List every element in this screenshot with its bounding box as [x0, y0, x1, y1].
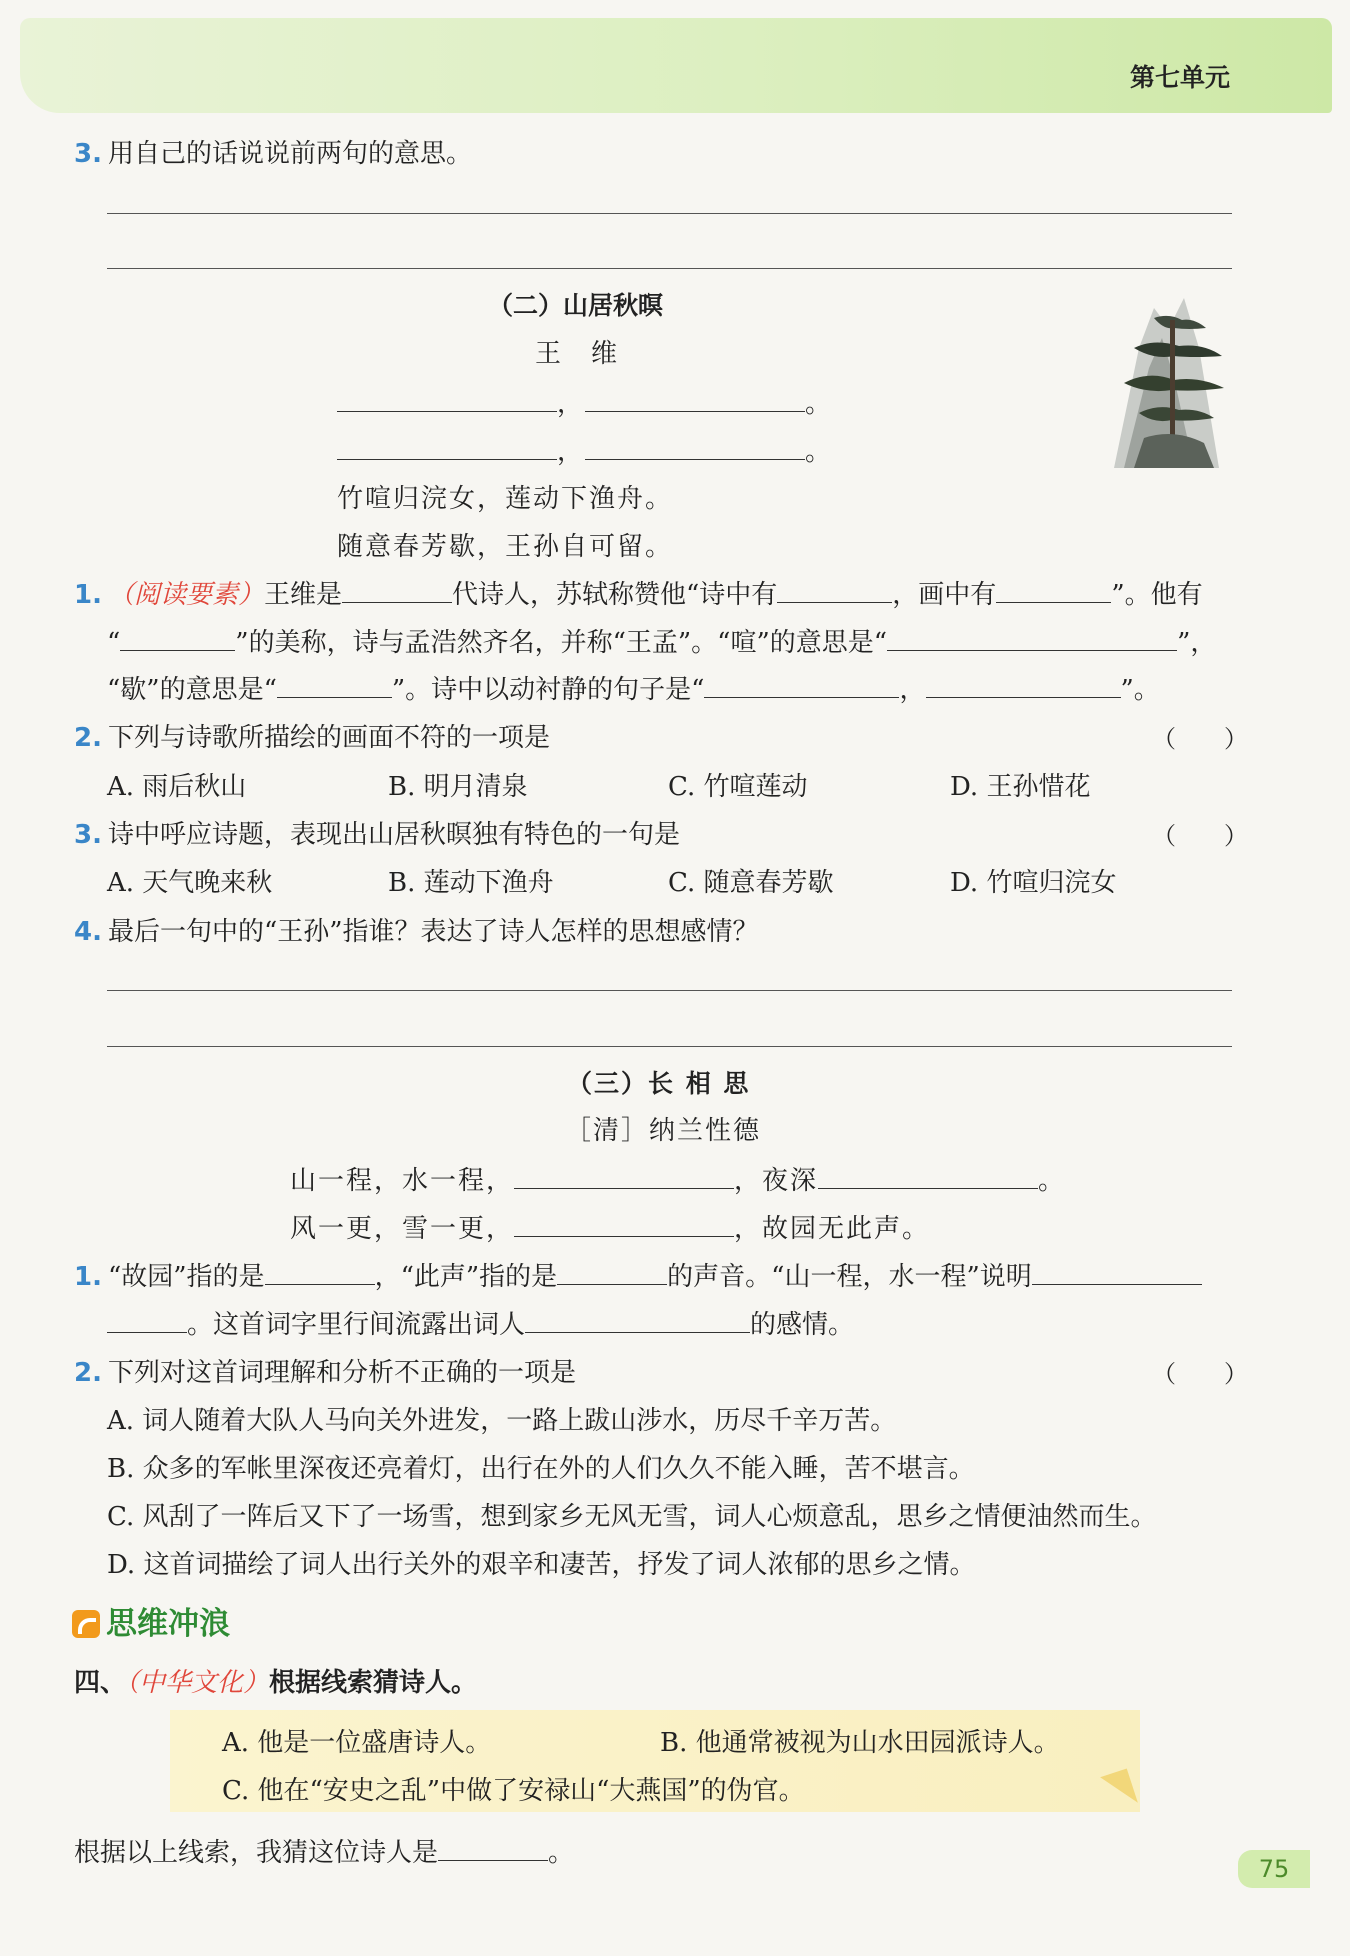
- s2-q4: [74, 911, 759, 948]
- s2-poem-line2: [337, 431, 833, 468]
- answer-line[interactable]: [107, 1046, 1232, 1047]
- answer-line[interactable]: [107, 990, 1232, 991]
- poem-blank[interactable]: [337, 433, 557, 460]
- s3-q2-option-d[interactable]: D. 这首词描绘了词人出行关外的艰辛和凄苦，抒发了词人浓郁的思乡之情。: [107, 1550, 976, 1580]
- clue-c: C. 他在“安史之乱”中做了安禄山“大燕国”的伪官。: [222, 1776, 805, 1806]
- s2-q4-text: 最后一句中的“王孙”指谁？表达了诗人怎样的思想感情？: [107, 917, 759, 947]
- s2-q3-number: 3.: [74, 820, 102, 850]
- s2-q1-line3: [107, 669, 1160, 706]
- fill-blank[interactable]: [557, 1258, 667, 1285]
- s2-title: （二）山居秋暝: [488, 291, 664, 320]
- text-span: 。: [1038, 1166, 1067, 1196]
- s2-q3-option-d[interactable]: D. 竹喧归浣女: [950, 868, 1117, 898]
- s2-q2-text: 下列与诗歌所描绘的画面不符的一项是: [107, 723, 550, 753]
- s3-q1-line1: [74, 1256, 1202, 1293]
- s4-text: 根据线索猜诗人。: [269, 1668, 478, 1698]
- s4-question: [74, 1662, 477, 1699]
- poem-blank[interactable]: [337, 385, 557, 412]
- s3-title: （三）长 相 思: [567, 1069, 751, 1098]
- poem-blank[interactable]: [818, 1162, 1038, 1189]
- s1-q3: [74, 133, 472, 170]
- s3-q2-number: 2.: [74, 1358, 102, 1388]
- fill-blank[interactable]: [265, 1258, 375, 1285]
- poem-blank[interactable]: [585, 385, 805, 412]
- chinese-culture-tag: （中华文化）: [126, 1668, 270, 1698]
- s2-q3-option-a[interactable]: A. 天气晚来秋: [107, 868, 273, 898]
- thinking-surf-heading: [72, 1598, 230, 1643]
- text-span: ”的美称，诗与孟浩然齐名，并称“王孟”。“喧”的意思是“: [235, 628, 888, 658]
- poem-blank[interactable]: [514, 1210, 734, 1237]
- s2-q3: [74, 814, 680, 851]
- text-span: 代诗人，苏轼称赞他“诗中有: [452, 580, 778, 610]
- clue-a: A. 他是一位盛唐诗人。: [222, 1728, 492, 1758]
- s2-poem-line4: 随意春芳歇，王孙自可留。: [337, 532, 674, 562]
- poem-comma: ，: [557, 437, 586, 467]
- text-span: 。这首词字里行间流露出词人: [187, 1310, 526, 1340]
- s2-q3-option-c[interactable]: C. 随意春芳歇: [668, 868, 834, 898]
- text-span: ，夜深: [734, 1166, 819, 1196]
- s2-q2-number: 2.: [74, 723, 102, 753]
- fill-blank[interactable]: [1032, 1258, 1202, 1285]
- text-span: “: [107, 628, 121, 658]
- page-number: 75: [1238, 1850, 1310, 1888]
- fill-blank[interactable]: [120, 624, 235, 651]
- text-span: 的感情。: [750, 1310, 855, 1340]
- poem-blank[interactable]: [514, 1162, 734, 1189]
- poem-period: 。: [805, 389, 834, 419]
- text-span: “歇”的意思是“: [107, 675, 277, 705]
- answer-paren[interactable]: （ ）: [1152, 725, 1248, 753]
- s2-q3-text: 诗中呼应诗题，表现出山居秋暝独有特色的一句是: [107, 820, 680, 850]
- answer-prefix: 根据以上线索，我猜这位诗人是: [74, 1838, 439, 1868]
- s3-poem-line2: [290, 1208, 930, 1245]
- s2-q2-option-d[interactable]: D. 王孙惜花: [950, 772, 1091, 802]
- s3-author: ［清］纳兰性德: [565, 1116, 762, 1146]
- text-span: ”。他有: [1111, 580, 1203, 610]
- text-span: ，: [899, 675, 926, 705]
- unit-label: 第七单元: [1129, 63, 1230, 92]
- s3-q2-text: 下列对这首词理解和分析不正确的一项是: [107, 1358, 576, 1388]
- s3-poem-line1: [290, 1160, 1066, 1197]
- reading-element-tag: （阅读要素）: [107, 580, 264, 610]
- poet-answer-blank[interactable]: [438, 1834, 548, 1861]
- answer-line[interactable]: [107, 268, 1232, 269]
- s3-q2-option-b[interactable]: B. 众多的军帐里深夜还亮着灯，出行在外的人们久久不能入睡，苦不堪言。: [107, 1454, 975, 1484]
- s3-q1-number: 1.: [74, 1262, 102, 1292]
- answer-paren[interactable]: （ ）: [1152, 1360, 1248, 1388]
- answer-suffix: 。: [548, 1838, 575, 1868]
- fill-blank[interactable]: [277, 671, 392, 698]
- s1-q3-text: 用自己的话说说前两句的意思。: [107, 139, 472, 169]
- poem-period: 。: [805, 437, 834, 467]
- fill-blank[interactable]: [777, 576, 892, 603]
- fill-blank[interactable]: [704, 671, 899, 698]
- s2-author: 王 维: [535, 339, 620, 369]
- s2-q3-option-b[interactable]: B. 莲动下渔舟: [388, 868, 554, 898]
- text-span: ”。: [1120, 675, 1160, 705]
- s1-q3-number: 3.: [74, 139, 102, 169]
- answer-line[interactable]: [107, 213, 1232, 214]
- fill-blank[interactable]: [996, 576, 1111, 603]
- s2-q2-option-b[interactable]: B. 明月清泉: [388, 772, 528, 802]
- s2-q2-option-a[interactable]: A. 雨后秋山: [107, 772, 247, 802]
- clue-b: B. 他通常被视为山水田园派诗人。: [660, 1728, 1060, 1758]
- fill-blank[interactable]: [926, 671, 1121, 698]
- s2-q2-option-c[interactable]: C. 竹喧莲动: [668, 772, 808, 802]
- text-span: ”，: [1177, 628, 1217, 658]
- s3-q1-line2: [107, 1304, 854, 1341]
- s2-poem-line1: [337, 383, 833, 420]
- text-span: ，故园无此声。: [734, 1214, 931, 1244]
- s3-q2: [74, 1352, 576, 1389]
- text-span: 的声音。“山一程，水一程”说明: [667, 1262, 1032, 1292]
- s2-q1-number: 1.: [74, 580, 102, 610]
- text-span: 王维是: [263, 580, 342, 610]
- thinking-heading-text: 思维冲浪: [106, 1606, 230, 1642]
- poem-blank[interactable]: [585, 433, 805, 460]
- text-span: ”。诗中以动衬静的句子是“: [391, 675, 705, 705]
- text-span: “故园”指的是: [107, 1262, 265, 1292]
- s3-q2-option-c[interactable]: C. 风刮了一阵后又下了一场雪，想到家乡无风无雪，词人心烦意乱，思乡之情便油然而生。: [107, 1502, 1157, 1532]
- s2-q1-line1: [74, 574, 1203, 611]
- text-span: ，“此声”指的是: [374, 1262, 558, 1292]
- s4-answer: [74, 1832, 574, 1869]
- s2-q4-number: 4.: [74, 917, 102, 947]
- s2-q1-line2: [107, 622, 1216, 659]
- answer-paren[interactable]: （ ）: [1152, 822, 1248, 850]
- text-span: 风一更，雪一更，: [290, 1214, 515, 1244]
- wave-icon: [72, 1610, 100, 1638]
- fill-blank[interactable]: [887, 624, 1177, 651]
- mountain-pine-illustration: [1094, 288, 1230, 468]
- poem-comma: ，: [557, 389, 586, 419]
- text-span: ，画中有: [892, 580, 997, 610]
- fill-blank[interactable]: [107, 1306, 187, 1333]
- s3-q2-option-a[interactable]: A. 词人随着大队人马向关外进发，一路上跋山涉水，历尽千辛万苦。: [107, 1406, 897, 1436]
- fill-blank[interactable]: [342, 576, 452, 603]
- s2-poem-line3: 竹喧归浣女，莲动下渔舟。: [337, 484, 674, 514]
- s2-q2: [74, 717, 550, 754]
- fill-blank[interactable]: [525, 1306, 750, 1333]
- text-span: 山一程，水一程，: [290, 1166, 515, 1196]
- s4-prefix: 四、: [74, 1668, 127, 1698]
